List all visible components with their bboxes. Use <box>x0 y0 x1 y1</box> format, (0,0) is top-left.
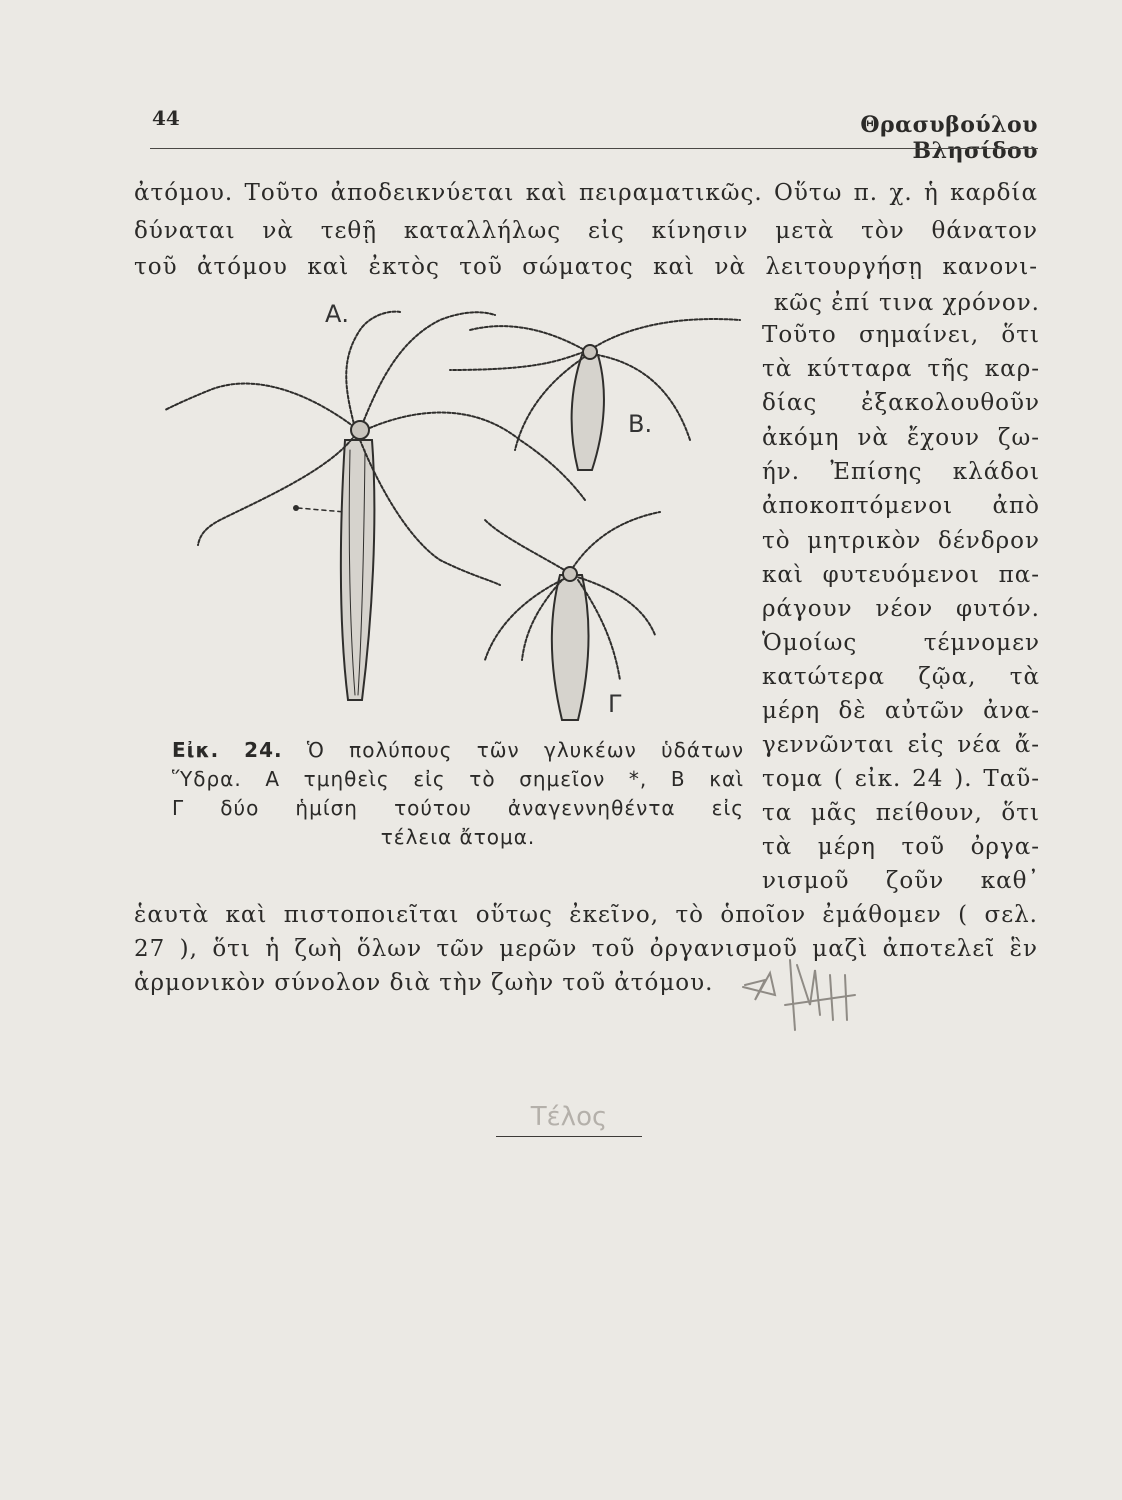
side-line: ράγουν νέον φυτόν. <box>762 596 1040 622</box>
side-line: κατώτερα ζῷα, τὰ <box>762 664 1040 690</box>
figure-label-b: Β. <box>628 410 653 438</box>
side-line: τὰ κύτταρα τῆς καρ- <box>762 356 1040 382</box>
body-line: ἀτόμου. Τοῦτο ἀποδεικνύεται καὶ πειραματικῶς. Οὕτω π. χ. ἡ καρδία <box>134 180 1038 206</box>
side-line: ἀκόμη νὰ ἔχουν ζω- <box>762 425 1040 451</box>
caption-label: Εἰκ. 24. <box>172 738 283 762</box>
side-line: τὰ μέρη τοῦ ὀργα- <box>762 834 1040 860</box>
side-line: γεννῶνται εἰς νέα ἄ- <box>762 732 1040 758</box>
side-line: νισμοῦ ζοῦν καθ᾽ <box>762 868 1040 894</box>
figure-caption <box>172 736 744 852</box>
page-number: 44 <box>152 106 180 130</box>
caption-line <box>172 736 744 765</box>
end-mark: Τέλος <box>496 1098 642 1137</box>
caption-line: Ὕδρα. Α τμηθεὶς εἰς τὸ σημεῖον *, Β καὶ <box>172 767 744 791</box>
caption-line: τέλεια ἄτομα. <box>380 825 536 849</box>
figure-label-g: Γ <box>608 690 622 718</box>
side-line: τὸ μητρικὸν δένδρον <box>762 528 1040 554</box>
running-header-author: Θρασυβούλου Βλησίδου <box>860 112 1038 164</box>
side-line: μέρη δὲ αὐτῶν ἀνα- <box>762 698 1040 724</box>
side-line: ήν. Ἐπίσης κλάδοι <box>762 459 1040 485</box>
body-line: ἁρμονικὸν σύνολον διὰ τὴν ζωὴν τοῦ ἀτόμου. <box>134 970 714 996</box>
body-line: ἑαυτὰ καὶ πιστοποιεῖται οὕτως ἐκεῖνο, τὸ ὁποῖον ἐμάθομεν ( σελ. <box>134 902 1038 928</box>
header-rule <box>150 148 1038 149</box>
side-line: τα μᾶς πείθουν, ὅτι <box>762 800 1040 826</box>
caption-line1-text: Ὁ πολύπους τῶν γλυκέων ὑδάτων <box>306 738 745 762</box>
hydra-figure <box>150 290 760 730</box>
body-line: 27 ), ὅτι ἡ ζωὴ ὅλων τῶν μερῶν τοῦ ὀργανισμοῦ μαζὶ ἀποτελεῖ ἓν <box>134 936 1038 962</box>
pencil-annotation <box>735 945 875 1035</box>
side-line: καὶ φυτευόμενοι πα- <box>762 562 1040 588</box>
side-line: Τοῦτο σημαίνει, ὅτι <box>762 322 1040 348</box>
pencil-scribble <box>735 945 875 1035</box>
side-line: ἀποκοπτόμενοι ἀπὸ <box>762 493 1040 519</box>
body-line: τοῦ ἀτόμου καὶ ἐκτὸς τοῦ σώματος καὶ νὰ λειτουργήσῃ κανονι- <box>134 254 1038 280</box>
side-line: Ὁμοίως τέμνομεν <box>762 630 1040 656</box>
side-line: κῶς ἐπί τινα χρόνον. <box>773 290 1040 316</box>
hydra-illustration <box>150 290 760 730</box>
figure-label-a: Α. <box>325 300 350 328</box>
side-line: τομα ( εἰκ. 24 ). Ταῦ- <box>762 766 1040 792</box>
body-line: δύναται νὰ τεθῇ καταλλήλως εἰς κίνησιν μετὰ τὸν θάνατον <box>134 218 1038 244</box>
side-line: δίας ἐξακολουθοῦν <box>762 390 1040 416</box>
caption-line: Γ δύο ἡμίση τούτου ἀναγεννηθέντα εἰς <box>172 796 744 820</box>
